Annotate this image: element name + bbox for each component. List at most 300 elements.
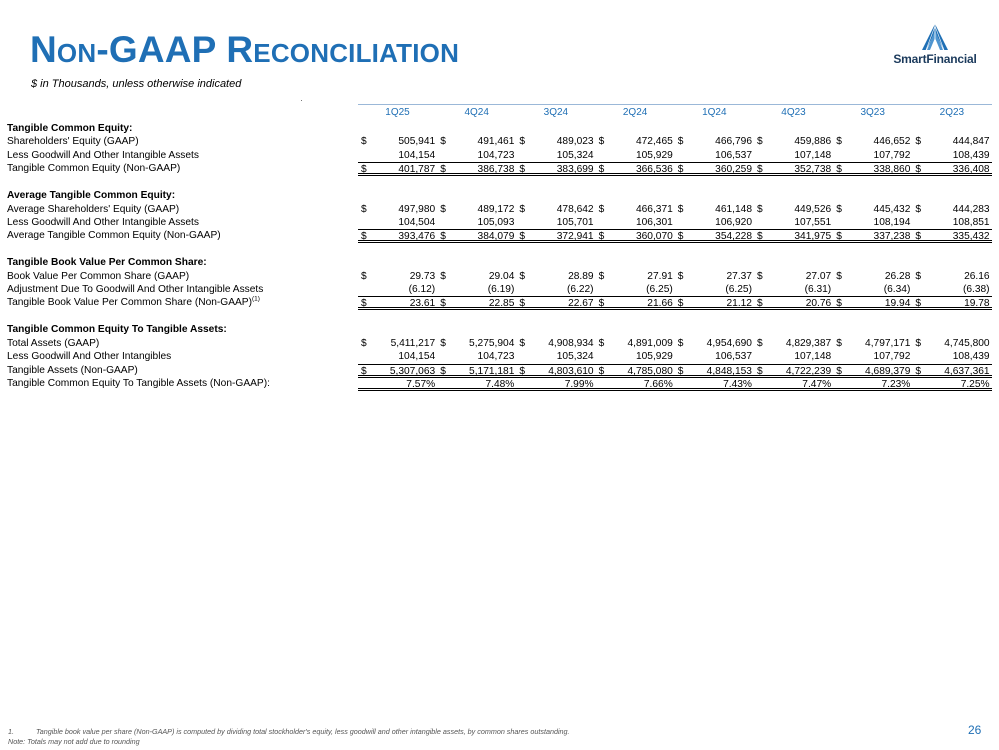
currency-symbol: $ <box>361 136 367 148</box>
currency-symbol: $ <box>836 164 842 176</box>
currency-symbol: $ <box>361 270 367 282</box>
currency-symbol: $ <box>598 203 605 215</box>
currency-symbol: $ <box>361 365 367 377</box>
table-cell <box>912 337 991 350</box>
cell-value: 107,551 <box>794 216 832 228</box>
table-cell <box>437 296 516 310</box>
currency-symbol: $ <box>598 298 605 310</box>
cell-value: 4,803,610 <box>548 365 594 377</box>
cell-value: 29.04 <box>488 270 515 282</box>
table-row <box>7 364 992 377</box>
cell-value: 335,432 <box>952 231 990 243</box>
currency-symbol: $ <box>440 136 446 148</box>
currency-symbol: $ <box>757 136 763 148</box>
currency-symbol: $ <box>677 337 684 349</box>
table-cell <box>437 337 516 350</box>
rounding-note: Note: Totals may not add due to rounding <box>8 737 140 746</box>
currency-symbol: $ <box>440 203 446 215</box>
currency-symbol: $ <box>757 298 763 310</box>
column-header: 1Q25 <box>385 107 410 118</box>
cell-value: 105,324 <box>556 149 594 161</box>
cell-value: 505,941 <box>398 136 436 148</box>
currency-symbol: $ <box>361 337 367 349</box>
currency-symbol: $ <box>519 203 526 215</box>
cell-value: 107,148 <box>794 149 832 161</box>
table-row <box>7 350 992 363</box>
table-cell <box>596 296 675 310</box>
table-cell <box>437 377 516 391</box>
row-label <box>7 135 139 148</box>
row-label-text: Tangible Book Value Per Common Share (Non-GAAP) <box>7 297 252 309</box>
table-cell <box>833 377 912 391</box>
section-header-row <box>7 256 992 269</box>
currency-symbol: $ <box>757 164 763 176</box>
currency-symbol: $ <box>519 136 526 148</box>
cell-value: 22.67 <box>568 298 594 310</box>
currency-symbol: $ <box>757 203 763 215</box>
table-cell <box>754 203 833 216</box>
cell-value: 22.85 <box>488 298 515 310</box>
table-cell <box>596 149 675 162</box>
cell-value: 106,537 <box>715 149 752 161</box>
company-logo <box>880 22 990 72</box>
table-cell <box>437 270 516 283</box>
cell-value: 393,476 <box>398 231 436 243</box>
currency-symbol: $ <box>440 164 446 176</box>
cell-value: 7.47% <box>802 379 832 391</box>
table-cell <box>675 296 754 310</box>
table-cell <box>516 216 595 229</box>
table-cell <box>833 270 912 283</box>
cell-value: 444,847 <box>952 136 990 148</box>
cell-value: 354,228 <box>715 231 752 243</box>
page-title: Non-GAAP Reconciliation <box>30 29 460 70</box>
currency-symbol: $ <box>757 337 763 349</box>
table-cell <box>358 296 437 310</box>
section-header-row <box>7 122 992 135</box>
table-cell <box>675 337 754 350</box>
cell-value: 4,954,690 <box>706 337 752 349</box>
table-cell <box>358 203 437 216</box>
column-header: 4Q24 <box>464 107 489 118</box>
table-cell <box>596 162 675 176</box>
table-row <box>7 162 992 175</box>
row-label <box>7 337 99 350</box>
cell-value: 352,738 <box>794 164 832 176</box>
currency-symbol: $ <box>361 298 367 310</box>
table-row <box>7 229 992 242</box>
cell-value: 4,891,009 <box>627 337 673 349</box>
row-label-text: Total Assets (GAAP) <box>7 337 100 349</box>
cell-value: 7.48% <box>485 379 515 391</box>
cell-value: 105,929 <box>635 351 673 363</box>
currency-symbol: $ <box>836 365 842 377</box>
table-cell <box>912 149 991 162</box>
cell-value: 497,980 <box>398 203 436 215</box>
cell-value: 386,738 <box>477 164 515 176</box>
table-cell <box>516 364 595 378</box>
row-label-text: Shareholders' Equity (GAAP) <box>7 136 139 148</box>
currency-symbol: $ <box>677 203 684 215</box>
table-cell <box>675 350 754 363</box>
row-label <box>7 229 221 242</box>
table-cell <box>516 377 595 391</box>
cell-value: 4,689,379 <box>865 365 911 377</box>
currency-symbol: $ <box>598 270 605 282</box>
cell-value: 360,070 <box>635 231 673 243</box>
cell-value: 21.66 <box>647 298 673 310</box>
cell-value: 7.99% <box>564 379 594 391</box>
cell-value: 106,301 <box>635 216 673 228</box>
row-label-text: Tangible Common Equity (Non-GAAP) <box>7 163 181 175</box>
table-cell <box>358 283 437 296</box>
table-cell <box>437 203 516 216</box>
cell-value: 108,194 <box>873 216 911 228</box>
table-cell <box>754 135 833 148</box>
table-cell <box>516 229 595 243</box>
row-label-text: Less Goodwill And Other Intangible Assets <box>7 149 199 161</box>
currency-symbol: $ <box>915 365 922 377</box>
cell-value: 29.73 <box>409 270 436 282</box>
cell-value: 7.43% <box>723 379 752 391</box>
currency-symbol: $ <box>519 164 526 176</box>
spacer-row <box>7 176 992 190</box>
table-cell <box>912 135 991 148</box>
cell-value: (6.19) <box>487 284 515 296</box>
table-cell <box>437 162 516 176</box>
cell-value: 106,537 <box>715 351 752 363</box>
table-cell <box>912 203 991 216</box>
cell-value: 27.37 <box>726 270 752 282</box>
table-cell <box>358 364 437 378</box>
table-cell <box>833 337 912 350</box>
cell-value: 449,526 <box>794 203 832 215</box>
table-cell <box>833 216 912 229</box>
page-number: 26 <box>968 723 982 737</box>
table-cell <box>675 216 754 229</box>
footnote-ref: (1) <box>252 296 260 304</box>
cell-value: 336,408 <box>952 164 990 176</box>
table-cell <box>754 229 833 243</box>
table-cell <box>516 296 595 310</box>
footnote-text: Tangible book value per share (Non-GAAP) is computed by dividing total stockholder's equity, less goodwill and other intangible assets, by common shares outstanding. <box>36 727 570 736</box>
table-cell <box>833 296 912 310</box>
table-cell <box>437 350 516 363</box>
table-cell <box>358 149 437 162</box>
table-cell <box>675 364 754 378</box>
currency-symbol: $ <box>519 337 526 349</box>
row-label <box>7 162 180 175</box>
table-cell <box>675 162 754 176</box>
currency-symbol: $ <box>361 164 367 176</box>
table-cell <box>833 162 912 176</box>
table-cell <box>833 283 912 296</box>
table-cell <box>912 229 991 243</box>
cell-value: 401,787 <box>398 164 436 176</box>
row-label <box>7 203 179 216</box>
table-cell <box>675 283 754 296</box>
currency-symbol: $ <box>836 270 842 282</box>
currency-symbol: $ <box>836 231 842 243</box>
cell-value: 338,860 <box>873 164 911 176</box>
cell-value: (6.12) <box>408 284 436 296</box>
table-cell <box>833 350 912 363</box>
reconciliation-table <box>7 122 992 390</box>
cell-value: 4,785,080 <box>627 365 673 377</box>
cell-value: 106,920 <box>715 216 752 228</box>
cell-value: 19.78 <box>964 298 990 310</box>
table-cell <box>754 350 833 363</box>
table-cell <box>912 162 991 176</box>
currency-symbol: $ <box>677 365 684 377</box>
cell-value: 104,723 <box>477 149 515 161</box>
row-label-text: Tangible Common Equity To Tangible Assets (Non-GAAP): <box>7 378 270 390</box>
table-cell <box>675 229 754 243</box>
page-subtitle: $ in Thousands, unless otherwise indicated <box>31 78 242 90</box>
cell-value: (6.25) <box>646 284 673 296</box>
cell-value: 360,259 <box>715 164 752 176</box>
table-cell <box>754 296 833 310</box>
cell-value: 105,929 <box>635 149 673 161</box>
currency-symbol: $ <box>598 136 605 148</box>
cell-value: 446,652 <box>873 136 911 148</box>
row-label <box>7 189 175 202</box>
currency-symbol: $ <box>915 337 922 349</box>
row-label-text: Less Goodwill And Other Intangibles <box>7 351 172 363</box>
cell-value: 4,829,387 <box>785 337 832 349</box>
cell-value: 26.28 <box>884 270 911 282</box>
currency-symbol: $ <box>598 365 605 377</box>
table-cell <box>358 270 437 283</box>
cell-value: 444,283 <box>952 203 990 215</box>
table-cell <box>596 270 675 283</box>
cell-value: 383,699 <box>556 164 594 176</box>
cell-value: 461,148 <box>715 203 752 215</box>
table-cell <box>833 364 912 378</box>
spacer-row <box>7 243 992 257</box>
cell-value: 19.94 <box>884 298 911 310</box>
table-cell <box>596 377 675 391</box>
currency-symbol: $ <box>440 337 446 349</box>
cell-value: 104,154 <box>398 149 436 161</box>
divider-dot <box>301 100 302 101</box>
table-cell <box>675 149 754 162</box>
table-cell <box>596 203 675 216</box>
currency-symbol: $ <box>598 337 605 349</box>
cell-value: 4,722,239 <box>785 365 832 377</box>
table-row <box>7 296 992 309</box>
currency-symbol: $ <box>757 231 763 243</box>
table-cell <box>516 270 595 283</box>
cell-value: 489,023 <box>556 136 594 148</box>
row-label-text: Less Goodwill And Other Intangible Assets <box>7 216 199 228</box>
logo-text: SmartFinancial <box>893 52 977 66</box>
cell-value: 366,536 <box>635 164 673 176</box>
cell-value: (6.34) <box>883 284 911 296</box>
table-cell <box>358 135 437 148</box>
currency-symbol: $ <box>677 164 684 176</box>
table-cell <box>437 149 516 162</box>
currency-symbol: $ <box>361 203 367 215</box>
table-cell <box>912 216 991 229</box>
table-cell <box>754 162 833 176</box>
footnote-1 <box>8 727 570 736</box>
table-cell <box>596 337 675 350</box>
cell-value: 21.12 <box>726 298 752 310</box>
row-label <box>7 296 260 309</box>
row-label <box>7 216 199 229</box>
cell-value: 107,792 <box>873 149 911 161</box>
table-cell <box>437 216 516 229</box>
table-cell <box>358 337 437 350</box>
cell-value: 5,171,181 <box>469 365 515 377</box>
logo-mark-icon <box>880 22 990 54</box>
currency-symbol: $ <box>757 270 763 282</box>
table-cell <box>516 149 595 162</box>
currency-symbol: $ <box>519 298 526 310</box>
cell-value: 372,941 <box>556 231 594 243</box>
table-cell <box>833 135 912 148</box>
table-cell <box>437 283 516 296</box>
table-cell <box>754 270 833 283</box>
cell-value: (6.25) <box>725 284 752 296</box>
table-cell <box>358 350 437 363</box>
table-row <box>7 135 992 148</box>
currency-symbol: $ <box>598 164 605 176</box>
currency-symbol: $ <box>915 270 922 282</box>
table-cell <box>596 364 675 378</box>
currency-symbol: $ <box>836 203 842 215</box>
cell-value: 7.25% <box>960 379 990 391</box>
table-row <box>7 337 992 350</box>
section-header-row <box>7 189 992 202</box>
cell-value: 20.76 <box>805 298 832 310</box>
row-label <box>7 122 132 135</box>
table-cell <box>358 216 437 229</box>
table-cell <box>516 135 595 148</box>
table-cell <box>358 377 437 391</box>
spacer-row <box>7 310 992 324</box>
table-cell <box>596 135 675 148</box>
currency-symbol: $ <box>677 298 684 310</box>
cell-value: 27.07 <box>805 270 832 282</box>
currency-symbol: $ <box>836 298 842 310</box>
cell-value: 108,439 <box>952 149 990 161</box>
row-label-text: Book Value Per Common Share (GAAP) <box>7 270 190 282</box>
table-cell <box>912 350 991 363</box>
currency-symbol: $ <box>677 231 684 243</box>
cell-value: 472,465 <box>635 136 673 148</box>
cell-value: 445,432 <box>873 203 911 215</box>
table-cell <box>516 203 595 216</box>
table-cell <box>912 270 991 283</box>
currency-symbol: $ <box>915 136 922 148</box>
cell-value: 7.23% <box>881 379 911 391</box>
row-label-text: Tangible Common Equity: <box>7 123 133 134</box>
currency-symbol: $ <box>440 231 446 243</box>
table-cell <box>358 162 437 176</box>
cell-value: 341,975 <box>794 231 832 243</box>
row-label <box>7 149 199 162</box>
table-cell <box>437 364 516 378</box>
table-cell <box>754 283 833 296</box>
currency-symbol: $ <box>440 365 446 377</box>
column-header: 2Q24 <box>622 107 648 118</box>
cell-value: 5,411,217 <box>390 337 436 349</box>
table-cell <box>912 296 991 310</box>
cell-value: 7.57% <box>406 379 436 391</box>
table-row <box>7 149 992 162</box>
cell-value: 108,851 <box>952 216 990 228</box>
cell-value: 105,701 <box>556 216 594 228</box>
row-label-text: Tangible Assets (Non-GAAP) <box>7 364 138 376</box>
table-cell <box>516 283 595 296</box>
cell-value: 384,079 <box>477 231 515 243</box>
table-cell <box>675 135 754 148</box>
cell-value: 108,439 <box>952 351 990 363</box>
row-label-text: Average Tangible Common Equity (Non-GAAP) <box>7 230 221 242</box>
cell-value: 107,148 <box>794 351 832 363</box>
cell-value: 4,848,153 <box>706 365 752 377</box>
currency-symbol: $ <box>836 337 842 349</box>
row-label <box>7 323 227 336</box>
row-label <box>7 270 189 283</box>
table-cell <box>754 337 833 350</box>
table-cell <box>516 350 595 363</box>
table-cell <box>833 229 912 243</box>
currency-symbol: $ <box>915 231 922 243</box>
cell-value: 459,886 <box>794 136 832 148</box>
table-cell <box>912 377 991 391</box>
cell-value: 105,324 <box>556 351 594 363</box>
table-cell <box>516 337 595 350</box>
cell-value: 27.91 <box>647 270 673 282</box>
table-cell <box>596 350 675 363</box>
table-cell <box>912 364 991 378</box>
currency-symbol: $ <box>836 136 842 148</box>
cell-value: 4,637,361 <box>944 365 990 377</box>
cell-value: 489,172 <box>477 203 515 215</box>
column-header: 2Q23 <box>939 107 965 118</box>
currency-symbol: $ <box>757 365 763 377</box>
table-row <box>7 216 992 229</box>
row-label <box>7 283 263 296</box>
row-label <box>7 350 171 363</box>
table-cell <box>754 377 833 391</box>
currency-symbol: $ <box>677 270 684 282</box>
table-cell <box>437 135 516 148</box>
row-label <box>7 377 270 390</box>
cell-value: 104,504 <box>398 216 436 228</box>
column-header-row <box>358 104 992 118</box>
cell-value: 4,908,934 <box>548 337 594 349</box>
cell-value: 28.89 <box>568 270 594 282</box>
table-cell <box>596 216 675 229</box>
table-cell <box>358 229 437 243</box>
row-label <box>7 256 207 269</box>
cell-value: 23.61 <box>409 298 436 310</box>
table-cell <box>833 149 912 162</box>
currency-symbol: $ <box>440 270 446 282</box>
table-cell <box>596 283 675 296</box>
table-cell <box>675 270 754 283</box>
row-label-text: Average Shareholders' Equity (GAAP) <box>7 203 180 215</box>
cell-value: (6.38) <box>962 284 990 296</box>
table-cell <box>912 283 991 296</box>
section-header-row <box>7 323 992 336</box>
cell-value: 7.66% <box>643 379 673 391</box>
table-cell <box>675 377 754 391</box>
